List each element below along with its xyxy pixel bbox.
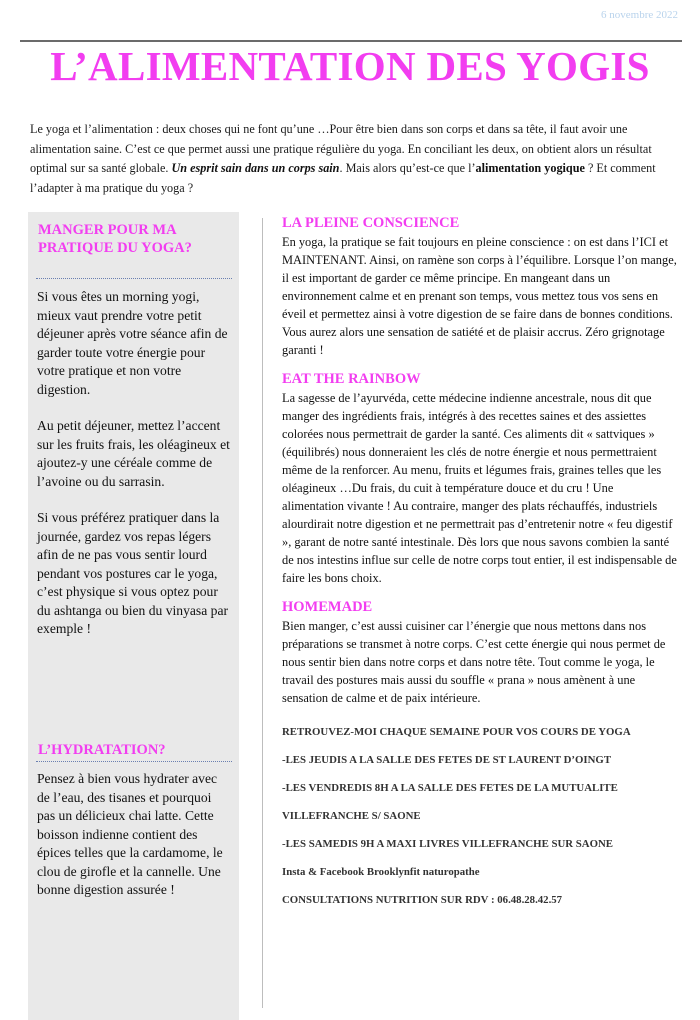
sidebar-paragraph: Pensez à bien vous hydrater avec de l’eau, des tisanes et pourquoi pas un délicieux chai latte. Cette boisson indienne contient des épices telles que la cardamome, le clou de girofle et la cannelle. Une bonne digestion assurée !: [37, 771, 223, 897]
intro-text-1: Le yoga et l’alimentation : deux choses qui ne font qu’une …Pour être bien dans son corps et dans sa tête, il faut avoir une alimentation saine. C’est ce que permet aussi une pratique régulière du yoga. En conciliant les deux, on obtient alors un résultat optimal sur sa santé globale.: [30, 122, 652, 175]
section-text-eat-the-rainbow: La sagesse de l’ayurvéda, cette médecine indienne ancestrale, nous dit que manger des ingrédients frais, intégrés à des recettes saines et des assiettes colorées nous permettrait de garder la santé. Ces aliments dit « sattviques » (équilibrés) nous donneraient les clés de notre énergie et nous permettraient même de la renforcer. Au menu, fruits et légumes frais, graines telles que les oléagineux …Du frais, du cuit à température douce et du cru ! Une alimentation vivante ! Au contraire, manger des plats réchauffés, industriels alourdirait notre digestion et ne permettrait pas d’entretenir notre « feu digestif », garant de notre santé intestinale. Dès lors que nous savons combien la santé de nos intestins influe sur celle de notre corps tout entier, il est indispensable de faire les bons choix.: [282, 391, 677, 585]
section-text-homemade: Bien manger, c’est aussi cuisiner car l’énergie que nous mettons dans nos préparations se transmet à notre corps. C’est cette énergie qui nous permet de nous sentir bien dans notre corps et dans notre tête. Tout comme le yoga, le travail des postures mais aussi du souffle « prana » nous amènent à une sensation de calme et de paix intérieure.: [282, 619, 666, 705]
header-rule: [20, 40, 682, 42]
section-title-homemade: HOMEMADE: [282, 599, 373, 615]
page-title: L’ALIMENTATION DES YOGIS: [50, 43, 650, 89]
column-divider: [262, 218, 263, 1008]
sidebar-heading-practice: MANGER POUR MA PRATIQUE DU YOGA?: [38, 222, 192, 256]
section-title-eat-the-rainbow: EAT THE RAINBOW: [282, 371, 421, 387]
sidebar-separator: [36, 278, 232, 279]
sidebar-heading-hydration: L’HYDRATATION?: [38, 742, 166, 758]
publication-date: 6 novembre 2022: [601, 9, 678, 21]
contact-friday-location: VILLEFRANCHE S/ SAONE: [282, 810, 421, 822]
sidebar-body-hydration: [37, 770, 232, 918]
intro-emphasis: Un esprit sain dans un corps sain: [171, 161, 340, 175]
intro-text-3: ? Et comment l’adapter à ma pratique du yoga ?: [30, 161, 656, 195]
contact-weekly-classes: RETROUVEZ-MOI CHAQUE SEMAINE POUR VOS COURS DE YOGA: [282, 726, 631, 738]
sidebar-separator: [36, 761, 232, 762]
section-title-pleine-conscience: LA PLEINE CONSCIENCE: [282, 215, 460, 231]
main-column: [282, 213, 678, 907]
sidebar-box: [28, 212, 239, 1020]
intro-paragraph: [30, 120, 675, 198]
contact-phone: CONSULTATIONS NUTRITION SUR RDV : 06.48.28.42.57: [282, 894, 563, 906]
sidebar-paragraph: Si vous êtes un morning yogi, mieux vaut prendre votre petit déjeuner après votre séance afin de garder toute votre énergie pour votre pratique et non votre digestion.: [37, 289, 228, 397]
contact-thursday: -LES JEUDIS A LA SALLE DES FETES DE ST LAURENT D’OINGT: [282, 754, 612, 766]
intro-text-2: . Mais alors qu’est-ce que l’: [339, 161, 476, 175]
intro-bold: alimentation yogique: [475, 161, 585, 175]
sidebar-body-practice: [37, 288, 232, 657]
sidebar-paragraph: Au petit déjeuner, mettez l’accent sur les fruits frais, les oléagineux et ajoutez-y une céréale comme de l’avoine ou du sarrasin.: [37, 418, 230, 489]
contact-friday: -LES VENDREDIS 8H A LA SALLE DES FETES DE LA MUTUALITE: [282, 782, 618, 794]
section-text-pleine-conscience: En yoga, la pratique se fait toujours en pleine conscience : on est dans l’ICI et MAINTENANT. Ainsi, on ramène son corps à l’équilibre. Lorsque l’on mange, il est important de garder ce même principe. En mangeant dans un environnement calme et en prenant son temps, vous mettez tous vos sens en éveil et permettez ainsi à votre digestion de se faire dans de bonnes conditions. Vous aurez alors une sensation de satiété et de plaisir accrus. Zéro grignotage garanti !: [282, 235, 677, 357]
sidebar-paragraph: Si vous préférez pratiquer dans la journée, gardez vos repas légers afin de ne pas vous sentir lourd pendant vos postures car le yoga, c’est physique si vous optez pour du ashtanga ou bien du vinyasa par exemple !: [37, 510, 229, 636]
contact-social: Insta & Facebook Brooklynfit naturopathe: [282, 866, 480, 878]
contact-saturday: -LES SAMEDIS 9H A MAXI LIVRES VILLEFRANCHE SUR SAONE: [282, 838, 613, 850]
